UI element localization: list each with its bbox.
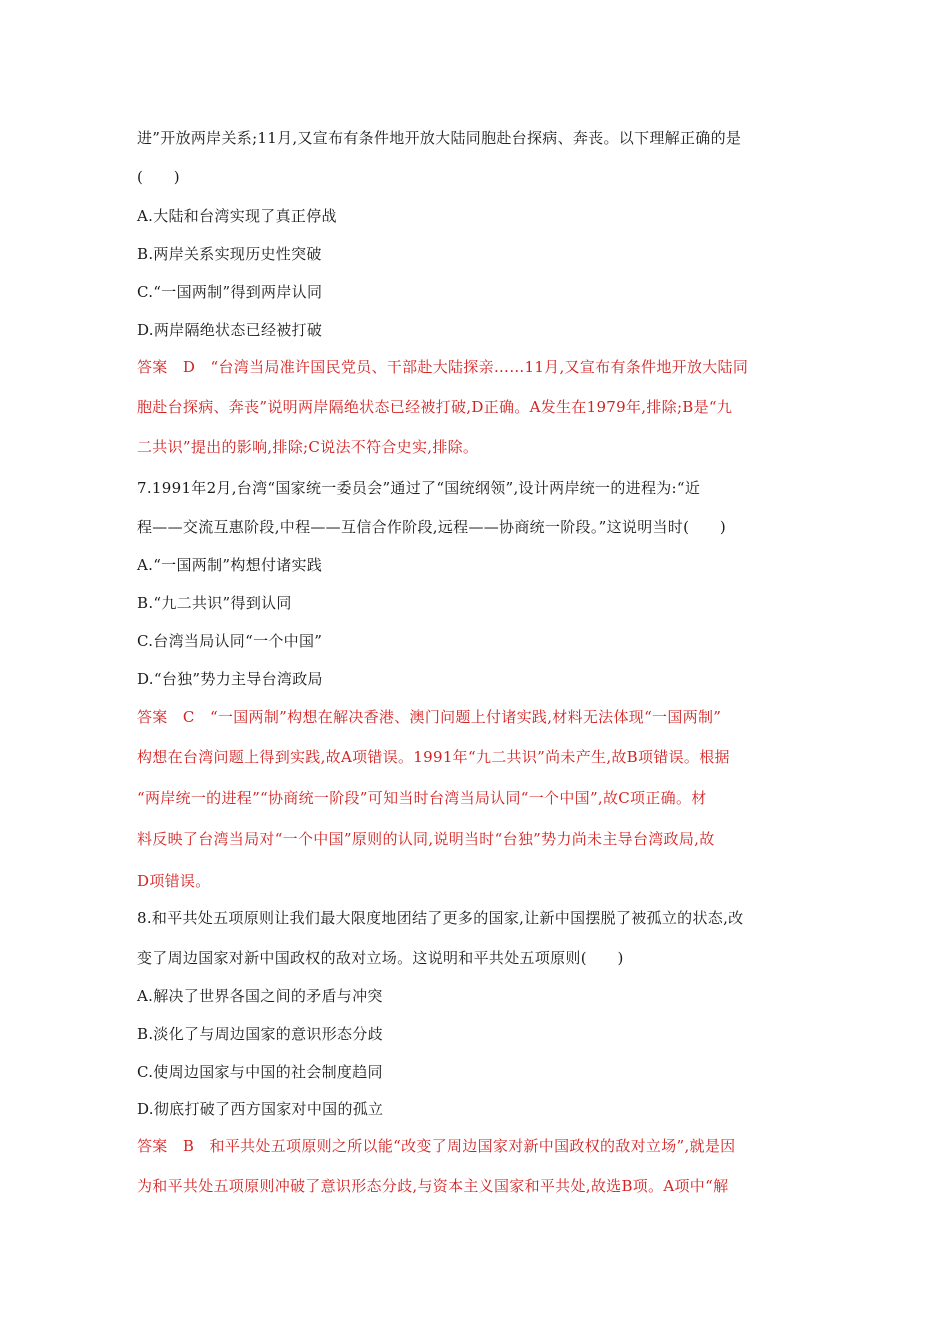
q6-option-c: C.“一国两制”得到两岸认同: [137, 283, 323, 301]
q6-option-b: B.两岸关系实现历史性突破: [137, 245, 322, 263]
q6-option-d: D.两岸隔绝状态已经被打破: [137, 321, 323, 339]
q8-answer-line-2: 为和平共处五项原则冲破了意识形态分歧,与资本主义国家和平共处,故选B项。A项中“解: [137, 1177, 729, 1195]
q6-stem-line-2: ( ): [137, 168, 180, 186]
q6-option-a: A.大陆和台湾实现了真正停战: [137, 207, 337, 225]
q8-answer-line-1: 答案 B 和平共处五项原则之所以能“改变了周边国家对新中国政权的敌对立场”,就是因: [137, 1137, 736, 1155]
q7-stem-line-2: 程——交流互惠阶段,中程——互信合作阶段,远程——协商统一阶段。”这说明当时( ): [137, 518, 727, 536]
q7-option-a: A.“一国两制”构想付诸实践: [137, 556, 323, 574]
q7-answer-line-5: D项错误。: [137, 872, 211, 890]
q7-answer-line-1: 答案 C “一国两制”构想在解决香港、澳门问题上付诸实践,材料无法体现“一国两制”: [137, 708, 722, 726]
q7-option-d: D.“台独”势力主导台湾政局: [137, 670, 323, 688]
q8-stem-line-1: 8.和平共处五项原则让我们最大限度地团结了更多的国家,让新中国摆脱了被孤立的状态,改: [137, 909, 744, 927]
q7-option-c: C.台湾当局认同“一个中国”: [137, 632, 323, 650]
q7-answer-line-3: “两岸统一的进程”“协商统一阶段”可知当时台湾当局认同“一个中国”,故C项正确。材: [137, 789, 707, 807]
q8-option-c: C.使周边国家与中国的社会制度趋同: [137, 1063, 383, 1081]
q8-option-d: D.彻底打破了西方国家对中国的孤立: [137, 1100, 384, 1118]
q8-option-b: B.淡化了与周边国家的意识形态分歧: [137, 1025, 383, 1043]
q8-stem-line-2: 变了周边国家对新中国政权的敌对立场。这说明和平共处五项原则( ): [137, 949, 624, 967]
q7-stem-line-1: 7.1991年2月,台湾“国家统一委员会”通过了“国统纲领”,设计两岸统一的进程为:“近: [137, 479, 701, 497]
q8-option-a: A.解决了世界各国之间的矛盾与冲突: [137, 987, 383, 1005]
q6-stem-line-1: 进”开放两岸关系;11月,又宣布有条件地开放大陆同胞赴台探病、奔丧。以下理解正确的是: [137, 129, 742, 147]
q6-answer-line-3: 二共识”提出的影响,排除;C说法不符合史实,排除。: [137, 438, 479, 456]
q6-answer-line-1: 答案 D “台湾当局准许国民党员、干部赴大陆探亲……11月,又宣布有条件地开放大陆同: [137, 358, 749, 376]
q7-answer-line-4: 料反映了台湾当局对“一个中国”原则的认同,说明当时“台独”势力尚未主导台湾政局,故: [137, 830, 715, 848]
q7-option-b: B.“九二共识”得到认同: [137, 594, 292, 612]
q6-answer-line-2: 胞赴台探病、奔丧”说明两岸隔绝状态已经被打破,D正确。A发生在1979年,排除;B是“九: [137, 398, 733, 416]
q7-answer-line-2: 构想在台湾问题上得到实践,故A项错误。1991年“九二共识”尚未产生,故B项错误。根据: [137, 748, 730, 766]
